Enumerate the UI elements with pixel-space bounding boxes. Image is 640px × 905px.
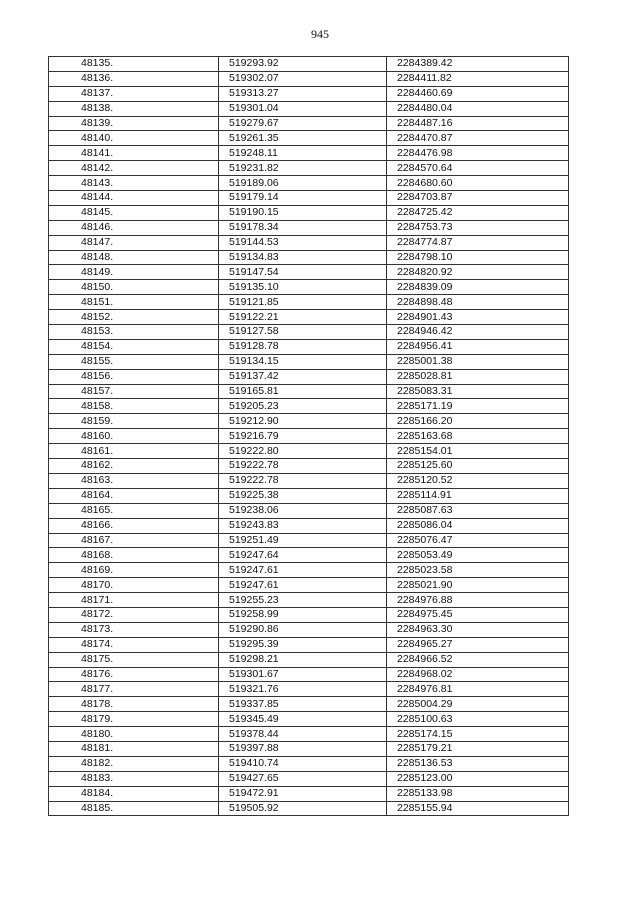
y-coordinate-cell: 2284798.10 (387, 250, 569, 265)
x-coordinate-cell: 519247.61 (219, 578, 387, 593)
table-row (49, 325, 569, 340)
y-coordinate-cell: 2284839.09 (387, 280, 569, 295)
point-number-cell: 48173. (49, 622, 219, 637)
x-coordinate-cell: 519410.74 (219, 756, 387, 771)
table-row (49, 57, 569, 72)
table-row (49, 607, 569, 622)
x-coordinate-cell: 519134.15 (219, 354, 387, 369)
x-coordinate-cell: 519279.67 (219, 116, 387, 131)
y-coordinate-cell: 2285023.58 (387, 563, 569, 578)
table-row (49, 250, 569, 265)
x-coordinate-cell: 519189.06 (219, 176, 387, 191)
point-number-cell: 48172. (49, 607, 219, 622)
y-coordinate-cell: 2285087.63 (387, 503, 569, 518)
point-number-cell: 48175. (49, 652, 219, 667)
y-coordinate-cell: 2284411.82 (387, 71, 569, 86)
table-row (49, 682, 569, 697)
x-coordinate-cell: 519505.92 (219, 801, 387, 816)
x-coordinate-cell: 519216.79 (219, 429, 387, 444)
x-coordinate-cell: 519321.76 (219, 682, 387, 697)
x-coordinate-cell: 519298.21 (219, 652, 387, 667)
table-row (49, 622, 569, 637)
y-coordinate-cell: 2284820.92 (387, 265, 569, 280)
x-coordinate-cell: 519205.23 (219, 399, 387, 414)
point-number-cell: 48162. (49, 459, 219, 474)
y-coordinate-cell: 2285123.00 (387, 771, 569, 786)
y-coordinate-cell: 2284975.45 (387, 607, 569, 622)
table-row (49, 578, 569, 593)
x-coordinate-cell: 519301.04 (219, 101, 387, 116)
x-coordinate-cell: 519313.27 (219, 86, 387, 101)
table-row (49, 712, 569, 727)
x-coordinate-cell: 519397.88 (219, 741, 387, 756)
y-coordinate-cell: 2284976.81 (387, 682, 569, 697)
point-number-cell: 48177. (49, 682, 219, 697)
y-coordinate-cell: 2285100.63 (387, 712, 569, 727)
point-number-cell: 48176. (49, 667, 219, 682)
y-coordinate-cell: 2284470.87 (387, 131, 569, 146)
y-coordinate-cell: 2285154.01 (387, 444, 569, 459)
point-number-cell: 48160. (49, 429, 219, 444)
table-row (49, 354, 569, 369)
point-number-cell: 48155. (49, 354, 219, 369)
y-coordinate-cell: 2285133.98 (387, 786, 569, 801)
point-number-cell: 48170. (49, 578, 219, 593)
table-row (49, 265, 569, 280)
y-coordinate-cell: 2284968.02 (387, 667, 569, 682)
point-number-cell: 48182. (49, 756, 219, 771)
x-coordinate-cell: 519293.92 (219, 57, 387, 72)
y-coordinate-cell: 2284956.41 (387, 339, 569, 354)
point-number-cell: 48185. (49, 801, 219, 816)
table-row (49, 384, 569, 399)
point-number-cell: 48136. (49, 71, 219, 86)
y-coordinate-cell: 2285163.68 (387, 429, 569, 444)
x-coordinate-cell: 519222.80 (219, 444, 387, 459)
coordinates-table (48, 56, 569, 816)
table-row (49, 786, 569, 801)
x-coordinate-cell: 519290.86 (219, 622, 387, 637)
point-number-cell: 48138. (49, 101, 219, 116)
table-row (49, 563, 569, 578)
page-number: 945 (311, 27, 329, 41)
y-coordinate-cell: 2285174.15 (387, 727, 569, 742)
x-coordinate-cell: 519248.11 (219, 146, 387, 161)
y-coordinate-cell: 2285171.19 (387, 399, 569, 414)
point-number-cell: 48141. (49, 146, 219, 161)
x-coordinate-cell: 519144.53 (219, 235, 387, 250)
point-number-cell: 48146. (49, 220, 219, 235)
table-row (49, 503, 569, 518)
table-row (49, 667, 569, 682)
table-row (49, 220, 569, 235)
x-coordinate-cell: 519121.85 (219, 295, 387, 310)
table-row (49, 399, 569, 414)
point-number-cell: 48178. (49, 697, 219, 712)
x-coordinate-cell: 519134.83 (219, 250, 387, 265)
x-coordinate-cell: 519178.34 (219, 220, 387, 235)
x-coordinate-cell: 519472.91 (219, 786, 387, 801)
point-number-cell: 48158. (49, 399, 219, 414)
table-row (49, 295, 569, 310)
table-body (49, 57, 569, 816)
table-row (49, 146, 569, 161)
table-row (49, 71, 569, 86)
x-coordinate-cell: 519258.99 (219, 607, 387, 622)
y-coordinate-cell: 2284946.42 (387, 325, 569, 340)
table-row (49, 518, 569, 533)
table-row (49, 86, 569, 101)
x-coordinate-cell: 519247.61 (219, 563, 387, 578)
point-number-cell: 48144. (49, 191, 219, 206)
table-row (49, 414, 569, 429)
table-row (49, 235, 569, 250)
table-row (49, 369, 569, 384)
y-coordinate-cell: 2284680.60 (387, 176, 569, 191)
point-number-cell: 48151. (49, 295, 219, 310)
x-coordinate-cell: 519225.38 (219, 488, 387, 503)
x-coordinate-cell: 519231.82 (219, 161, 387, 176)
point-number-cell: 48154. (49, 339, 219, 354)
x-coordinate-cell: 519378.44 (219, 727, 387, 742)
table-row (49, 727, 569, 742)
y-coordinate-cell: 2284898.48 (387, 295, 569, 310)
y-coordinate-cell: 2285086.04 (387, 518, 569, 533)
point-number-cell: 48183. (49, 771, 219, 786)
y-coordinate-cell: 2285120.52 (387, 473, 569, 488)
point-number-cell: 48168. (49, 548, 219, 563)
table-row (49, 161, 569, 176)
table-row (49, 488, 569, 503)
table-row (49, 459, 569, 474)
y-coordinate-cell: 2285125.60 (387, 459, 569, 474)
x-coordinate-cell: 519301.67 (219, 667, 387, 682)
y-coordinate-cell: 2285114.91 (387, 488, 569, 503)
y-coordinate-cell: 2285053.49 (387, 548, 569, 563)
y-coordinate-cell: 2285028.81 (387, 369, 569, 384)
table-row (49, 637, 569, 652)
y-coordinate-cell: 2284389.42 (387, 57, 569, 72)
table-row (49, 101, 569, 116)
x-coordinate-cell: 519122.21 (219, 310, 387, 325)
y-coordinate-cell: 2284963.30 (387, 622, 569, 637)
table-row (49, 697, 569, 712)
point-number-cell: 48143. (49, 176, 219, 191)
table-row (49, 652, 569, 667)
y-coordinate-cell: 2285083.31 (387, 384, 569, 399)
table-row (49, 310, 569, 325)
point-number-cell: 48169. (49, 563, 219, 578)
table-row (49, 533, 569, 548)
y-coordinate-cell: 2285166.20 (387, 414, 569, 429)
point-number-cell: 48165. (49, 503, 219, 518)
point-number-cell: 48180. (49, 727, 219, 742)
point-number-cell: 48149. (49, 265, 219, 280)
y-coordinate-cell: 2285001.38 (387, 354, 569, 369)
y-coordinate-cell: 2284476.98 (387, 146, 569, 161)
y-coordinate-cell: 2285004.29 (387, 697, 569, 712)
x-coordinate-cell: 519302.07 (219, 71, 387, 86)
table-row (49, 280, 569, 295)
point-number-cell: 48153. (49, 325, 219, 340)
point-number-cell: 48148. (49, 250, 219, 265)
y-coordinate-cell: 2284570.64 (387, 161, 569, 176)
point-number-cell: 48152. (49, 310, 219, 325)
point-number-cell: 48171. (49, 593, 219, 608)
y-coordinate-cell: 2284725.42 (387, 205, 569, 220)
y-coordinate-cell: 2284965.27 (387, 637, 569, 652)
point-number-cell: 48135. (49, 57, 219, 72)
y-coordinate-cell: 2284460.69 (387, 86, 569, 101)
point-number-cell: 48161. (49, 444, 219, 459)
point-number-cell: 48163. (49, 473, 219, 488)
table-row (49, 741, 569, 756)
x-coordinate-cell: 519261.35 (219, 131, 387, 146)
y-coordinate-cell: 2284976.88 (387, 593, 569, 608)
y-coordinate-cell: 2284901.43 (387, 310, 569, 325)
x-coordinate-cell: 519128.78 (219, 339, 387, 354)
point-number-cell: 48181. (49, 741, 219, 756)
x-coordinate-cell: 519137.42 (219, 369, 387, 384)
y-coordinate-cell: 2285155.94 (387, 801, 569, 816)
point-number-cell: 48184. (49, 786, 219, 801)
x-coordinate-cell: 519222.78 (219, 459, 387, 474)
point-number-cell: 48140. (49, 131, 219, 146)
y-coordinate-cell: 2284774.87 (387, 235, 569, 250)
point-number-cell: 48159. (49, 414, 219, 429)
table-row (49, 444, 569, 459)
x-coordinate-cell: 519251.49 (219, 533, 387, 548)
y-coordinate-cell: 2285076.47 (387, 533, 569, 548)
x-coordinate-cell: 519247.64 (219, 548, 387, 563)
table-row (49, 771, 569, 786)
y-coordinate-cell: 2285136.53 (387, 756, 569, 771)
table-row (49, 176, 569, 191)
x-coordinate-cell: 519179.14 (219, 191, 387, 206)
x-coordinate-cell: 519243.83 (219, 518, 387, 533)
table-row (49, 205, 569, 220)
y-coordinate-cell: 2285179.21 (387, 741, 569, 756)
table-row (49, 593, 569, 608)
point-number-cell: 48150. (49, 280, 219, 295)
point-number-cell: 48167. (49, 533, 219, 548)
point-number-cell: 48147. (49, 235, 219, 250)
y-coordinate-cell: 2284480.04 (387, 101, 569, 116)
table-row (49, 548, 569, 563)
x-coordinate-cell: 519135.10 (219, 280, 387, 295)
y-coordinate-cell: 2284966.52 (387, 652, 569, 667)
x-coordinate-cell: 519147.54 (219, 265, 387, 280)
x-coordinate-cell: 519255.23 (219, 593, 387, 608)
point-number-cell: 48157. (49, 384, 219, 399)
x-coordinate-cell: 519238.06 (219, 503, 387, 518)
point-number-cell: 48164. (49, 488, 219, 503)
point-number-cell: 48166. (49, 518, 219, 533)
x-coordinate-cell: 519295.39 (219, 637, 387, 652)
x-coordinate-cell: 519345.49 (219, 712, 387, 727)
x-coordinate-cell: 519165.81 (219, 384, 387, 399)
point-number-cell: 48179. (49, 712, 219, 727)
x-coordinate-cell: 519190.15 (219, 205, 387, 220)
y-coordinate-cell: 2284703.87 (387, 191, 569, 206)
point-number-cell: 48139. (49, 116, 219, 131)
table-row (49, 116, 569, 131)
point-number-cell: 48142. (49, 161, 219, 176)
y-coordinate-cell: 2284753.73 (387, 220, 569, 235)
point-number-cell: 48156. (49, 369, 219, 384)
table-row (49, 191, 569, 206)
y-coordinate-cell: 2285021.90 (387, 578, 569, 593)
x-coordinate-cell: 519127.58 (219, 325, 387, 340)
table-row (49, 756, 569, 771)
table-row (49, 339, 569, 354)
table-row (49, 473, 569, 488)
x-coordinate-cell: 519427.65 (219, 771, 387, 786)
table-row (49, 801, 569, 816)
x-coordinate-cell: 519212.90 (219, 414, 387, 429)
y-coordinate-cell: 2284487.16 (387, 116, 569, 131)
table-row (49, 429, 569, 444)
table-row (49, 131, 569, 146)
x-coordinate-cell: 519337.85 (219, 697, 387, 712)
x-coordinate-cell: 519222.78 (219, 473, 387, 488)
point-number-cell: 48174. (49, 637, 219, 652)
point-number-cell: 48145. (49, 205, 219, 220)
point-number-cell: 48137. (49, 86, 219, 101)
